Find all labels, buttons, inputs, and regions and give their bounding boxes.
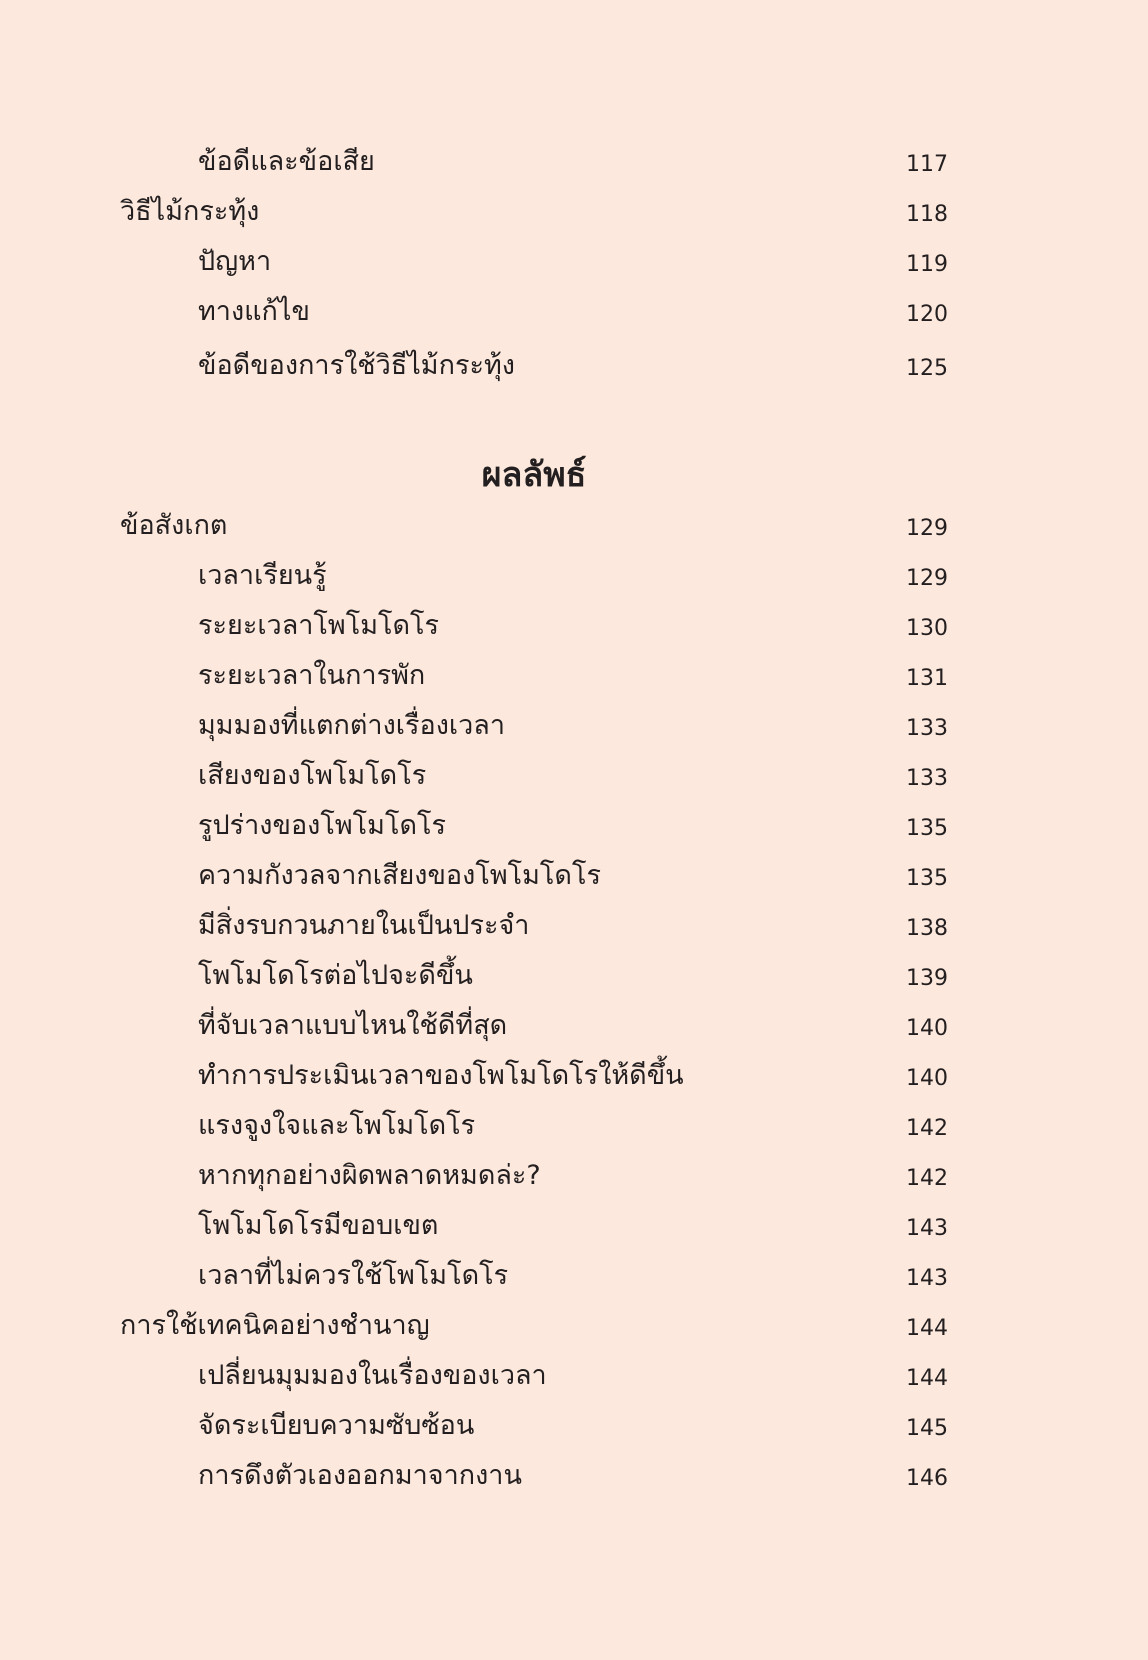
toc-entry-title: ทำการประเมินเวลาของโพโมโดโรให้ดีขึ้น bbox=[198, 1060, 684, 1091]
toc-entry-title: ปัญหา bbox=[198, 246, 272, 277]
toc-entry bbox=[0, 1406, 1148, 1446]
toc-entry-title: โพโมโดโรต่อไปจะดีขึ้น bbox=[198, 960, 473, 991]
toc-entry-title: ทางแก้ไข bbox=[198, 296, 310, 327]
toc-entry-page: 144 bbox=[906, 1316, 948, 1341]
toc-entry-page: 129 bbox=[906, 566, 948, 591]
toc-entry-title: ความกังวลจากเสียงของโพโมโดโร bbox=[198, 860, 601, 891]
toc-entry-page: 119 bbox=[906, 252, 948, 277]
toc-entry-page: 120 bbox=[906, 302, 948, 327]
toc-entry-title: ข้อสังเกต bbox=[120, 510, 228, 541]
toc-entry-title: แรงจูงใจและโพโมโดโร bbox=[198, 1110, 476, 1141]
toc-entry-page: 130 bbox=[906, 616, 948, 641]
toc-entry-title: ที่จับเวลาแบบไหนใช้ดีที่สุด bbox=[198, 1010, 508, 1041]
toc-entry-page: 135 bbox=[906, 816, 948, 841]
toc-entry-title: โพโมโดโรมีขอบเขต bbox=[198, 1210, 439, 1241]
toc-entry-page: 143 bbox=[906, 1216, 948, 1241]
toc-entry-title: วิธีไม้กระทุ้ง bbox=[120, 196, 260, 227]
toc-entry bbox=[0, 1006, 1148, 1046]
toc-entry-page: 142 bbox=[906, 1116, 948, 1141]
toc-entry-page: 131 bbox=[906, 666, 948, 691]
toc-entry-title: ข้อดีและข้อเสีย bbox=[198, 146, 375, 177]
toc-entry-title: ระยะเวลาโพโมโดโร bbox=[198, 610, 440, 641]
toc-entry-title: เวลาเรียนรู้ bbox=[198, 560, 327, 591]
toc-entry bbox=[0, 1256, 1148, 1296]
toc-entry-page: 142 bbox=[906, 1166, 948, 1191]
toc-entry-page: 133 bbox=[906, 766, 948, 791]
toc-entry-page: 138 bbox=[906, 916, 948, 941]
toc-entry-page: 117 bbox=[906, 152, 948, 177]
toc-entry-title: มีสิ่งรบกวนภายในเป็นประจำ bbox=[198, 910, 530, 941]
toc-entry bbox=[0, 1306, 1148, 1346]
toc-entry bbox=[0, 506, 1148, 546]
toc-entry-title: มุมมองที่แตกต่างเรื่องเวลา bbox=[198, 710, 505, 741]
toc-entry bbox=[0, 806, 1148, 846]
toc-entry bbox=[0, 192, 1148, 232]
toc-entry bbox=[0, 1206, 1148, 1246]
toc-entry-title: เวลาที่ไม่ควรใช้โพโมโดโร bbox=[198, 1260, 509, 1291]
toc-entry-title: ข้อดีของการใช้วิธีไม้กระทุ้ง bbox=[198, 350, 515, 381]
toc-entry bbox=[0, 556, 1148, 596]
toc-entry bbox=[0, 1156, 1148, 1196]
toc-entry-title: การใช้เทคนิคอย่างชำนาญ bbox=[120, 1310, 430, 1341]
toc-entry-page: 140 bbox=[906, 1016, 948, 1041]
toc-entry-title: เสียงของโพโมโดโร bbox=[198, 760, 427, 791]
section-heading: ผลลัพธ์ bbox=[481, 455, 587, 495]
toc-entry bbox=[0, 956, 1148, 996]
toc-entry bbox=[0, 346, 1148, 386]
toc-entry bbox=[0, 242, 1148, 282]
toc-entry-page: 144 bbox=[906, 1366, 948, 1391]
toc-entry bbox=[0, 856, 1148, 896]
toc-entry bbox=[0, 756, 1148, 796]
toc-entry-title: การดึงตัวเองออกมาจากงาน bbox=[198, 1460, 522, 1491]
toc-entry-page: 129 bbox=[906, 516, 948, 541]
toc-entry-page: 133 bbox=[906, 716, 948, 741]
toc-entry-title: เปลี่ยนมุมมองในเรื่องของเวลา bbox=[198, 1360, 547, 1391]
toc-entry-page: 145 bbox=[906, 1416, 948, 1441]
toc-entry bbox=[0, 656, 1148, 696]
toc-entry-page: 146 bbox=[906, 1466, 948, 1491]
toc-entry-page: 125 bbox=[906, 356, 948, 381]
toc-entry bbox=[0, 1356, 1148, 1396]
toc-entry bbox=[0, 906, 1148, 946]
toc-entry-title: ระยะเวลาในการพัก bbox=[198, 660, 426, 691]
toc-entry-page: 140 bbox=[906, 1066, 948, 1091]
toc-entry bbox=[0, 606, 1148, 646]
toc-entry-page: 139 bbox=[906, 966, 948, 991]
toc-entry bbox=[0, 142, 1148, 182]
toc-entry bbox=[0, 1456, 1148, 1496]
toc-entry-page: 135 bbox=[906, 866, 948, 891]
toc-entry bbox=[0, 1106, 1148, 1146]
toc-entry-title: หากทุกอย่างผิดพลาดหมดล่ะ? bbox=[198, 1160, 541, 1191]
toc-entry-title: รูปร่างของโพโมโดโร bbox=[198, 810, 446, 841]
toc-entry bbox=[0, 706, 1148, 746]
toc-entry-page: 118 bbox=[906, 202, 948, 227]
toc-entry bbox=[0, 292, 1148, 332]
toc-entry-page: 143 bbox=[906, 1266, 948, 1291]
toc-entry bbox=[0, 1056, 1148, 1096]
toc-entry-title: จัดระเบียบความซับซ้อน bbox=[198, 1410, 475, 1441]
